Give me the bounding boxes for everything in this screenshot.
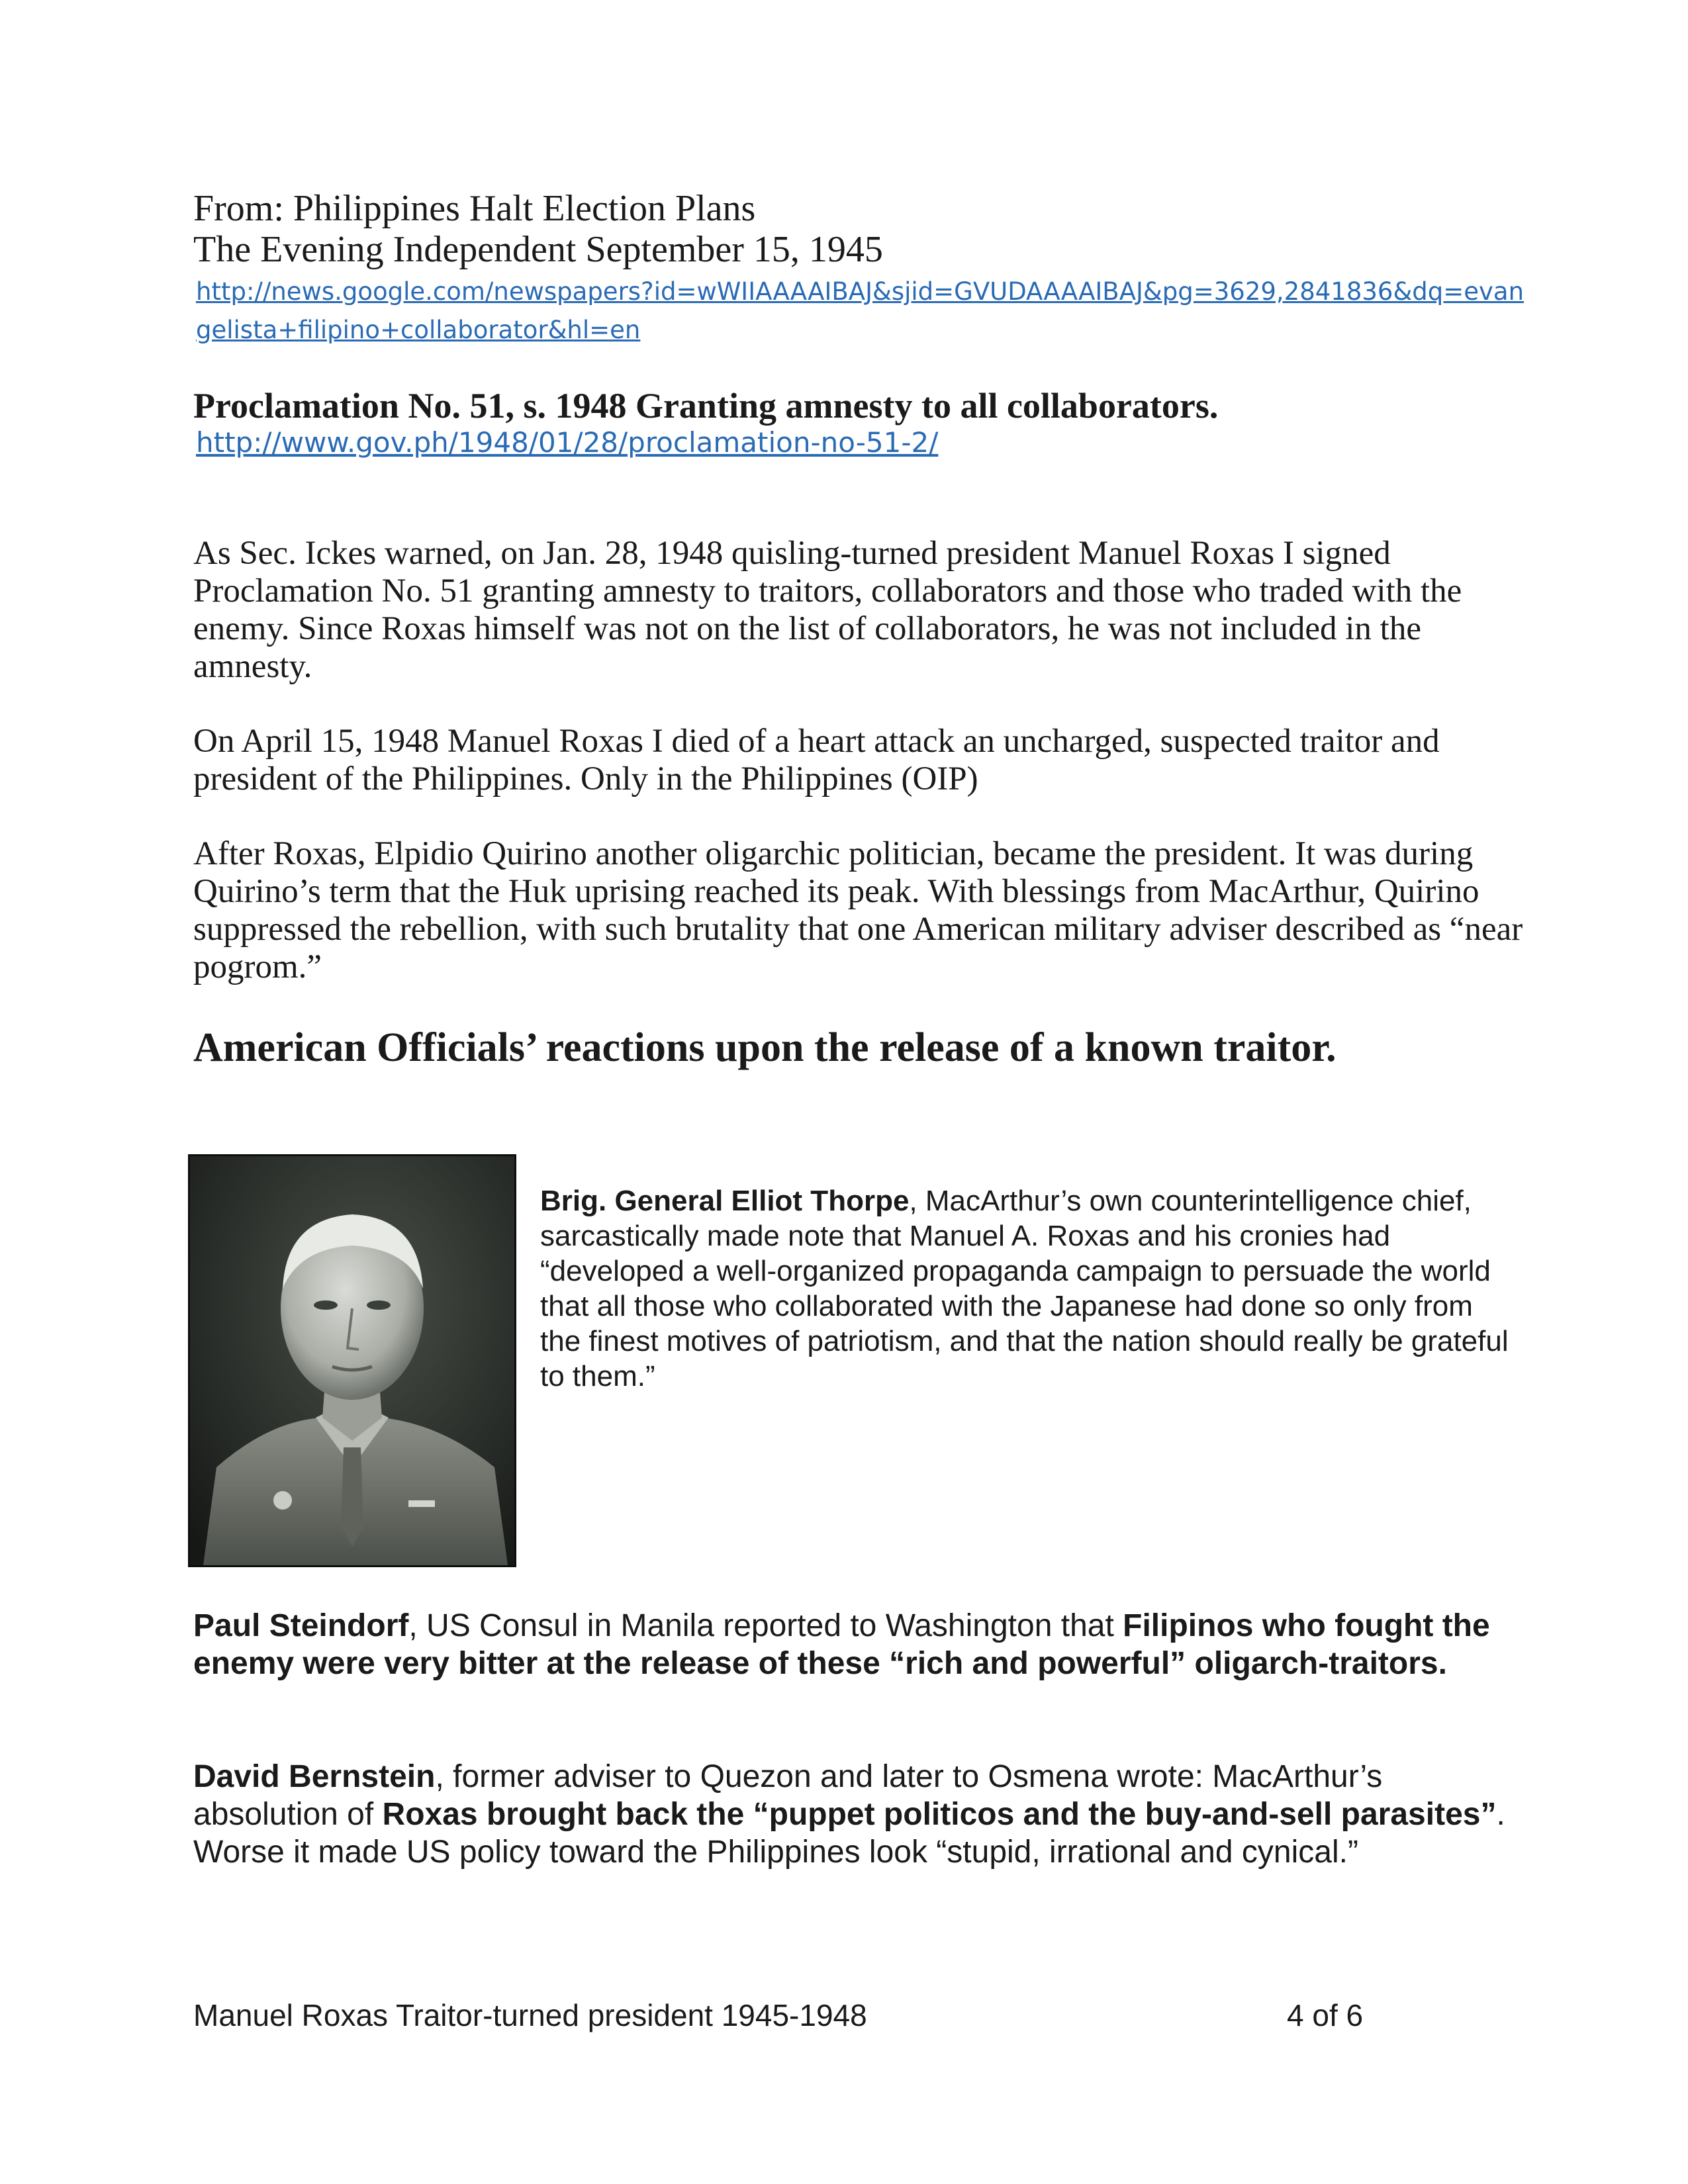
- proclamation-title: Proclamation No. 51, s. 1948 Granting amnesty to all collaborators.: [193, 386, 1219, 426]
- thorpe-quote: [540, 1183, 1520, 1394]
- thorpe-name: Brig. General Elliot Thorpe: [540, 1185, 910, 1217]
- source-url-link[interactable]: http://news.google.com/newspapers?id=wWIIAAAAIBAJ&sjid=GVUDAAAAIBAJ&pg=3629,2841836&dq=evangelista+filipino+collaborator&hl=en: [196, 277, 1524, 344]
- paragraph-amnesty: As Sec. Ickes warned, on Jan. 28, 1948 quisling-turned president Manuel Roxas I signed Proclamation No. 51 granting amnesty to traitors, collaborators and those who traded with the enemy. Since Roxas himself was not on the list of collaborators, he was not included in the amnesty.: [193, 535, 1462, 685]
- steindorf-bold-text: Filipinos who fought the enemy were very bitter at the release of these “rich and powerful” oligarch-traitors.: [193, 1608, 1490, 1681]
- source-title: From: Philippines Halt Election Plans: [193, 188, 756, 229]
- footer-title: Manuel Roxas Traitor-turned president 1945-1948: [193, 1998, 867, 2032]
- proclamation-url-link[interactable]: http://www.gov.ph/1948/01/28/proclamation-no-51-2/: [196, 426, 939, 459]
- steindorf-name: Paul Steindorf: [193, 1608, 409, 1643]
- thorpe-text: , MacArthur’s own counterintelligence chief, sarcastically made note that Manuel A. Roxas and his cronies had “developed a well-organized propaganda campaign to persuade the world that all those who collaborated with the Japanese had done so only from the finest motives of patriotism, and that the nation should really be grateful to them.”: [540, 1185, 1509, 1392]
- paragraph-quirino: After Roxas, Elpidio Quirino another oligarchic politician, became the president. It was during Quirino’s term that the Huk uprising reached its peak. With blessings from MacArthur, Quirino suppressed the rebellion, with such brutality that one American military adviser described as “near pogrom.”: [193, 835, 1523, 985]
- bernstein-name: David Bernstein: [193, 1759, 436, 1794]
- steindorf-paragraph: [193, 1607, 1530, 1682]
- paragraph-death: On April 15, 1948 Manuel Roxas I died of a heart attack an uncharged, suspected traitor and president of the Philippines. Only in the Philippines (OIP): [193, 723, 1440, 797]
- section-heading: American Officials’ reactions upon the release of a known traitor.: [193, 1025, 1336, 1070]
- bernstein-bold-text: Roxas brought back the “puppet politicos and the buy-and-sell parasites”: [382, 1797, 1497, 1832]
- page-number: 4 of 6: [1287, 1998, 1364, 2032]
- steindorf-text: , US Consul in Manila reported to Washington that: [408, 1608, 1123, 1643]
- source-publication: The Evening Independent September 15, 1945: [193, 229, 883, 270]
- bernstein-text-1: , former adviser to Quezon and later to Osmena wrote: MacArthur’s absolution of: [193, 1759, 1383, 1832]
- bernstein-text-2: . Worse it made US policy toward the Philippines look “stupid, irrational and cynical.”: [193, 1797, 1505, 1870]
- thorpe-portrait-photo: [188, 1154, 516, 1567]
- bernstein-paragraph: [193, 1758, 1530, 1871]
